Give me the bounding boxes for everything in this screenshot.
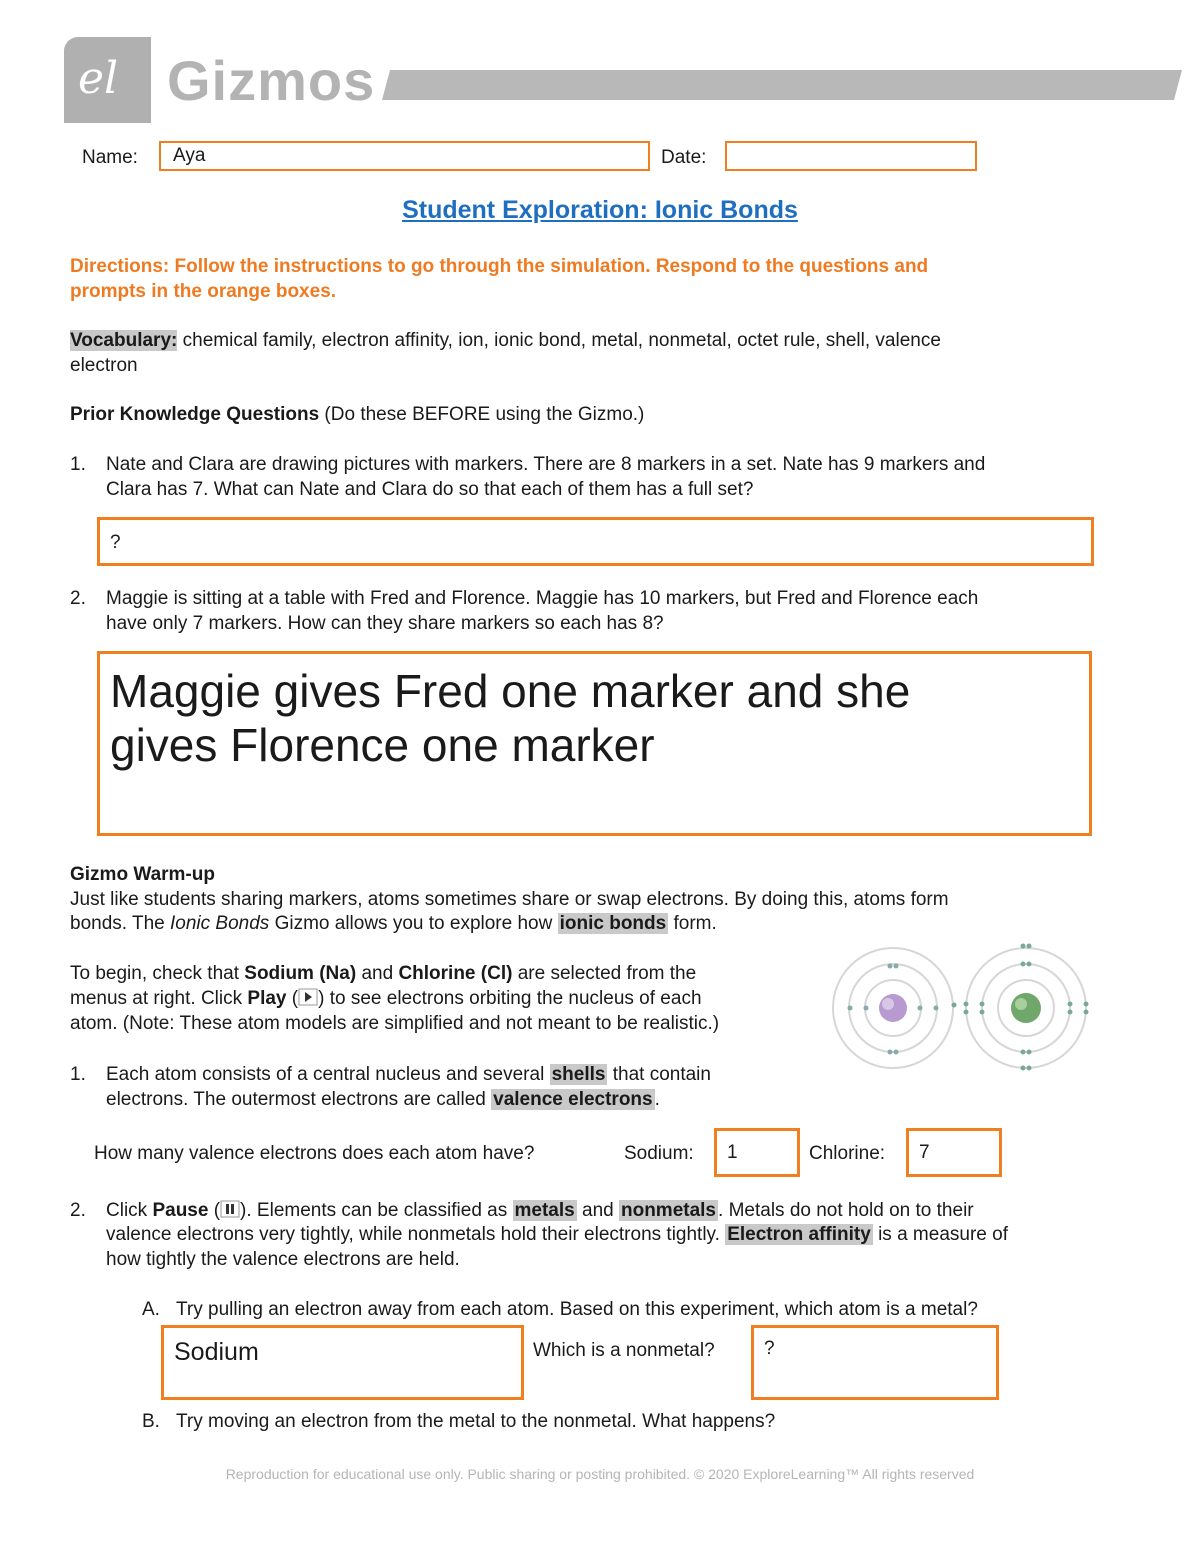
wq2-text: Click [106, 1200, 153, 1221]
vocabulary-line1 [70, 328, 941, 353]
chlorine-atom [964, 944, 1089, 1071]
prior-q1-line1: Nate and Clara are drawing pictures with markers. There are 8 markers in a set. Nate has 9 markers and [106, 454, 986, 475]
sodium-term: Sodium (Na) [244, 963, 357, 984]
chlorine-answer: 7 [919, 1142, 930, 1163]
wq2-text: ( [208, 1200, 221, 1221]
warmup-text: bonds. The [70, 913, 171, 934]
wq1-text: electrons. The outermost electrons are called [106, 1089, 492, 1110]
prior-q2-line2: have only 7 markers. How can they share markers so each has 8? [106, 613, 664, 634]
chlorine-answer-box[interactable] [906, 1128, 1002, 1177]
vocabulary-label: Vocabulary: [70, 330, 178, 351]
name-value: Aya [173, 145, 206, 166]
wq1-line2 [106, 1087, 660, 1112]
brand-title: Gizmos [167, 49, 376, 112]
metal-answer-box[interactable] [161, 1325, 524, 1400]
term-electron-affinity: Electron affinity [727, 1224, 871, 1245]
prior-heading [70, 402, 644, 427]
wq1-text: Each atom consists of a central nucleus and several [106, 1064, 550, 1085]
chlorine-term: Chlorine (Cl) [398, 963, 513, 984]
sodium-label: Sodium: [624, 1143, 694, 1164]
warmup-p1-line1: Just like students sharing markers, atoms sometimes share or swap electrons. By doing this, atoms form [70, 889, 949, 910]
term-shells: shells [551, 1064, 606, 1085]
prior-heading-title: Prior Knowledge Questions [70, 404, 320, 425]
prior-q2-answer-line2: gives Florence one marker [110, 719, 655, 771]
directions-line1: Directions: Follow the instructions to go through the simulation. Respond to the questions and [70, 256, 929, 277]
directions-line2: prompts in the orange boxes. [70, 281, 337, 302]
warmup-text: Gizmo allows you to explore how [269, 913, 558, 934]
prior-q1-number: 1. [70, 454, 86, 475]
warmup-p2-line1 [70, 961, 696, 986]
prior-q1-line2: Clara has 7. What can Nate and Clara do so that each of them has a full set? [106, 479, 754, 500]
pause-term: Pause [152, 1200, 209, 1221]
sodium-answer: 1 [727, 1142, 738, 1163]
wq2-B-letter: B. [142, 1411, 160, 1432]
vocabulary-terms: chemical family, electron affinity, ion, ionic bond, metal, nonmetal, octet rule, shell, valence [177, 330, 941, 351]
warmup-text: menus at right. Click [70, 988, 248, 1009]
warmup-text: and [356, 963, 399, 984]
prior-q1-answer-box[interactable] [97, 517, 1094, 566]
warmup-text: are selected from the [512, 963, 697, 984]
warmup-p2-line3: atom. (Note: These atom models are simplified and not meant to be realistic.) [70, 1013, 720, 1034]
wq2-number: 2. [70, 1200, 86, 1221]
wq2-text: ). Elements can be classified as [240, 1200, 513, 1221]
nonmetal-answer: ? [764, 1338, 775, 1359]
nonmetal-answer-box[interactable] [751, 1325, 999, 1400]
logo-block [64, 37, 151, 123]
wq1-text: . [654, 1089, 660, 1110]
warmup-text: To begin, check that [70, 963, 245, 984]
term-nonmetals: nonmetals [620, 1200, 717, 1221]
wq2-A-letter: A. [142, 1299, 160, 1320]
sodium-atom [833, 948, 957, 1068]
warmup-text: form. [668, 913, 717, 934]
play-icon [298, 988, 318, 1006]
wq1-text: that contain [607, 1064, 711, 1085]
term-metals: metals [514, 1200, 575, 1221]
warmup-text: ( [286, 988, 299, 1009]
warmup-heading: Gizmo Warm-up [70, 864, 215, 885]
gizmo-name: Ionic Bonds [170, 913, 270, 934]
prior-q2-answer-box[interactable] [97, 651, 1092, 836]
page-title: Student Exploration: Ionic Bonds [402, 196, 798, 224]
pause-icon [220, 1200, 240, 1218]
footer: Reproduction for educational use only. Public sharing or posting prohibited. © 2020 ExploreLearning™ All rights reserved [225, 1466, 975, 1482]
warmup-text: ) to see electrons orbiting the nucleus of each [318, 988, 702, 1009]
wq2-line3: how tightly the valence electrons are held. [106, 1249, 460, 1270]
prior-heading-note: (Do these BEFORE using the Gizmo.) [319, 404, 645, 425]
logo-mark: el [78, 53, 119, 104]
term-valence-electrons: valence electrons [493, 1089, 653, 1110]
wq2-text: valence electrons very tightly, while nonmetals hold their electrons tightly. [106, 1224, 726, 1245]
wq2-text: . Metals do not hold on to their [718, 1200, 974, 1221]
wq2-B-text: Try moving an electron from the metal to the nonmetal. What happens? [176, 1411, 776, 1432]
warmup-p1-line2 [70, 911, 717, 936]
play-term: Play [247, 988, 287, 1009]
sodium-answer-box[interactable] [714, 1128, 800, 1177]
date-label: Date: [661, 147, 707, 168]
wq2-text: and [576, 1200, 619, 1221]
wq1-line1 [106, 1062, 711, 1087]
date-field[interactable] [725, 141, 977, 171]
wq1-number: 1. [70, 1064, 86, 1085]
warmup-p2-line2 [70, 986, 702, 1011]
vocabulary-line2: electron [70, 355, 138, 376]
wq1-question: How many valence electrons does each atom have? [94, 1143, 535, 1164]
metal-answer: Sodium [174, 1338, 259, 1366]
atom-illustration [830, 938, 1095, 1073]
prior-q1-answer: ? [110, 532, 121, 553]
wq2-line1 [106, 1198, 974, 1223]
prior-q2-line1: Maggie is sitting at a table with Fred and Florence. Maggie has 10 markers, but Fred and Florence each [106, 588, 979, 609]
name-label: Name: [82, 147, 138, 168]
wq2-A-text: Try pulling an electron away from each atom. Based on this experiment, which atom is a metal? [176, 1299, 978, 1320]
nonmetal-label: Which is a nonmetal? [533, 1340, 715, 1361]
term-ionic-bonds: ionic bonds [559, 913, 667, 934]
prior-q2-answer-line1: Maggie gives Fred one marker and she [110, 665, 911, 717]
header-bar [382, 70, 1182, 102]
chlorine-label: Chlorine: [809, 1143, 886, 1164]
name-field[interactable] [159, 141, 650, 171]
prior-q2-number: 2. [70, 588, 86, 609]
wq2-line2 [106, 1222, 1008, 1247]
wq2-text: is a measure of [872, 1224, 1008, 1245]
